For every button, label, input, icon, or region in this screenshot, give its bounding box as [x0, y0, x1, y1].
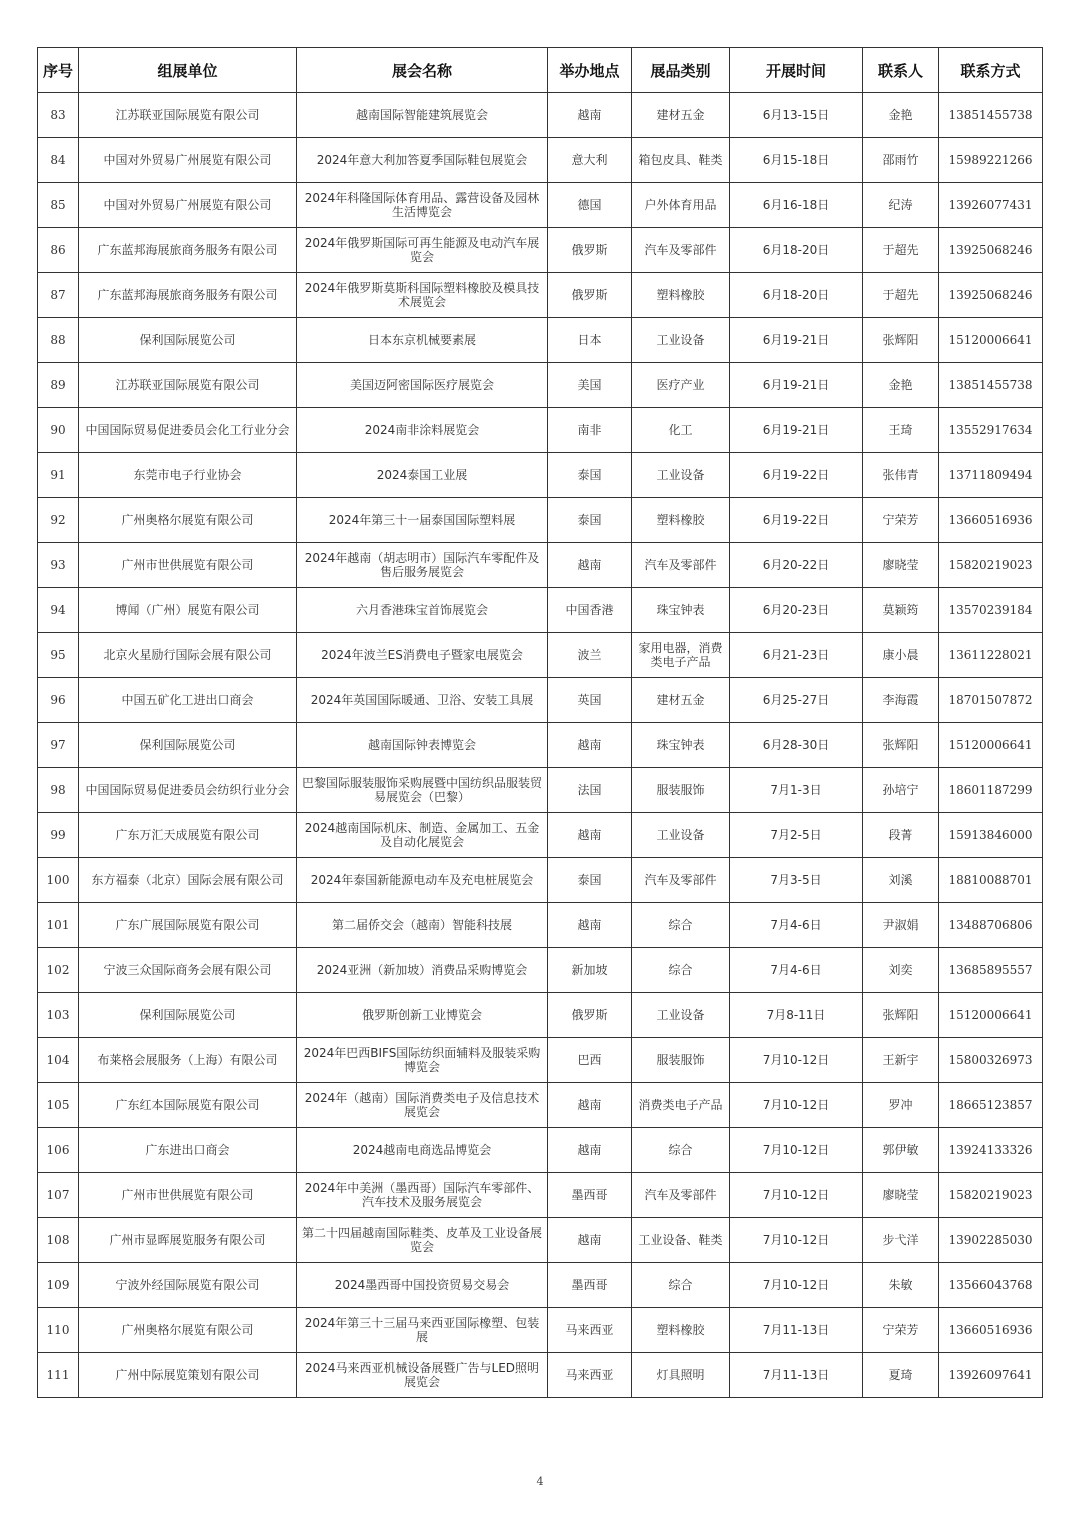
location-cell: 俄罗斯 — [548, 993, 632, 1038]
phone-cell: 18665123857 — [939, 1083, 1043, 1128]
category-cell: 综合 — [632, 903, 730, 948]
location-cell: 泰国 — [548, 858, 632, 903]
contact-cell: 李海霞 — [863, 678, 939, 723]
date-cell: 7月11-13日 — [730, 1353, 863, 1398]
category-cell: 服装服饰 — [632, 768, 730, 813]
location-cell: 墨西哥 — [548, 1263, 632, 1308]
table-row — [38, 1083, 1043, 1128]
table-row — [38, 1173, 1043, 1218]
exhibition-name-cell: 越南国际智能建筑展览会 — [297, 93, 548, 138]
header-organizer: 组展单位 — [79, 48, 297, 93]
contact-cell: 康小晨 — [863, 633, 939, 678]
table-row — [38, 723, 1043, 768]
index-cell: 92 — [38, 498, 79, 543]
organizer-cell: 布莱格会展服务（上海）有限公司 — [79, 1038, 297, 1083]
phone-cell: 13611228021 — [939, 633, 1043, 678]
contact-cell: 纪涛 — [863, 183, 939, 228]
index-cell: 99 — [38, 813, 79, 858]
exhibition-name-cell: 越南国际钟表博览会 — [297, 723, 548, 768]
category-cell: 汽车及零部件 — [632, 1173, 730, 1218]
exhibition-name-cell: 2024年俄罗斯国际可再生能源及电动汽车展览会 — [297, 228, 548, 273]
location-cell: 美国 — [548, 363, 632, 408]
index-cell: 106 — [38, 1128, 79, 1173]
organizer-cell: 广州市世供展览有限公司 — [79, 543, 297, 588]
exhibition-name-cell: 2024南非涂料展览会 — [297, 408, 548, 453]
table-body — [38, 93, 1043, 1398]
category-cell: 灯具照明 — [632, 1353, 730, 1398]
location-cell: 日本 — [548, 318, 632, 363]
index-cell: 96 — [38, 678, 79, 723]
contact-cell: 张辉阳 — [863, 318, 939, 363]
organizer-cell: 中国五矿化工进出口商会 — [79, 678, 297, 723]
table-row — [38, 993, 1043, 1038]
phone-cell: 18701507872 — [939, 678, 1043, 723]
exhibition-name-cell: 2024墨西哥中国投资贸易交易会 — [297, 1263, 548, 1308]
phone-cell: 13570239184 — [939, 588, 1043, 633]
date-cell: 7月4-6日 — [730, 948, 863, 993]
category-cell: 汽车及零部件 — [632, 858, 730, 903]
phone-cell: 15989221266 — [939, 138, 1043, 183]
table-row — [38, 183, 1043, 228]
category-cell: 建材五金 — [632, 93, 730, 138]
phone-cell: 13566043768 — [939, 1263, 1043, 1308]
category-cell: 塑料橡胶 — [632, 498, 730, 543]
organizer-cell: 广州市世供展览有限公司 — [79, 1173, 297, 1218]
contact-cell: 廖晓莹 — [863, 543, 939, 588]
date-cell: 6月19-22日 — [730, 498, 863, 543]
organizer-cell: 保利国际展览公司 — [79, 993, 297, 1038]
phone-cell: 15913846000 — [939, 813, 1043, 858]
index-cell: 87 — [38, 273, 79, 318]
index-cell: 84 — [38, 138, 79, 183]
category-cell: 户外体育用品 — [632, 183, 730, 228]
contact-cell: 金艳 — [863, 363, 939, 408]
location-cell: 南非 — [548, 408, 632, 453]
index-cell: 91 — [38, 453, 79, 498]
organizer-cell: 中国对外贸易广州展览有限公司 — [79, 138, 297, 183]
date-cell: 6月28-30日 — [730, 723, 863, 768]
exhibition-name-cell: 2024年中美洲（墨西哥）国际汽车零部件、汽车技术及服务展览会 — [297, 1173, 548, 1218]
contact-cell: 于超先 — [863, 273, 939, 318]
category-cell: 工业设备 — [632, 813, 730, 858]
date-cell: 7月2-5日 — [730, 813, 863, 858]
date-cell: 7月10-12日 — [730, 1038, 863, 1083]
location-cell: 俄罗斯 — [548, 273, 632, 318]
phone-cell: 13660516936 — [939, 1308, 1043, 1353]
category-cell: 综合 — [632, 1128, 730, 1173]
organizer-cell: 宁波三众国际商务会展有限公司 — [79, 948, 297, 993]
table-row — [38, 1308, 1043, 1353]
organizer-cell: 宁波外经国际展览有限公司 — [79, 1263, 297, 1308]
date-cell: 6月20-23日 — [730, 588, 863, 633]
date-cell: 6月18-20日 — [730, 228, 863, 273]
category-cell: 家用电器，消费类电子产品 — [632, 633, 730, 678]
index-cell: 103 — [38, 993, 79, 1038]
table-row — [38, 858, 1043, 903]
index-cell: 93 — [38, 543, 79, 588]
date-cell: 7月3-5日 — [730, 858, 863, 903]
date-cell: 7月11-13日 — [730, 1308, 863, 1353]
table-row — [38, 408, 1043, 453]
exhibition-name-cell: 俄罗斯创新工业博览会 — [297, 993, 548, 1038]
header-contact: 联系人 — [863, 48, 939, 93]
location-cell: 英国 — [548, 678, 632, 723]
exhibition-name-cell: 2024年俄罗斯莫斯科国际塑料橡胶及模具技术展览会 — [297, 273, 548, 318]
contact-cell: 廖晓莹 — [863, 1173, 939, 1218]
date-cell: 6月13-15日 — [730, 93, 863, 138]
location-cell: 法国 — [548, 768, 632, 813]
exhibition-name-cell: 2024年科隆国际体育用品、露营设备及园林生活博览会 — [297, 183, 548, 228]
exhibition-name-cell: 2024年泰国新能源电动车及充电桩展览会 — [297, 858, 548, 903]
phone-cell: 15120006641 — [939, 318, 1043, 363]
location-cell: 中国香港 — [548, 588, 632, 633]
index-cell: 108 — [38, 1218, 79, 1263]
exhibition-name-cell: 2024越南电商选品博览会 — [297, 1128, 548, 1173]
index-cell: 111 — [38, 1353, 79, 1398]
location-cell: 越南 — [548, 1128, 632, 1173]
phone-cell: 13902285030 — [939, 1218, 1043, 1263]
table-row — [38, 1353, 1043, 1398]
contact-cell: 孙培宁 — [863, 768, 939, 813]
category-cell: 汽车及零部件 — [632, 543, 730, 588]
location-cell: 马来西亚 — [548, 1353, 632, 1398]
exhibition-name-cell: 巴黎国际服装服饰采购展暨中国纺织品服装贸易展览会（巴黎） — [297, 768, 548, 813]
phone-cell: 13924133326 — [939, 1128, 1043, 1173]
table-row — [38, 498, 1043, 543]
index-cell: 85 — [38, 183, 79, 228]
date-cell: 7月1-3日 — [730, 768, 863, 813]
category-cell: 综合 — [632, 1263, 730, 1308]
exhibition-name-cell: 2024年（越南）国际消费类电子及信息技术展览会 — [297, 1083, 548, 1128]
phone-cell: 15800326973 — [939, 1038, 1043, 1083]
location-cell: 马来西亚 — [548, 1308, 632, 1353]
organizer-cell: 广州奥格尔展览有限公司 — [79, 498, 297, 543]
exhibition-name-cell: 2024年巴西BIFS国际纺织面辅料及服装采购博览会 — [297, 1038, 548, 1083]
exhibition-name-cell: 日本东京机械要素展 — [297, 318, 548, 363]
exhibition-name-cell: 美国迈阿密国际医疗展览会 — [297, 363, 548, 408]
table-row — [38, 273, 1043, 318]
exhibition-name-cell: 2024年英国国际暖通、卫浴、安装工具展 — [297, 678, 548, 723]
category-cell: 工业设备 — [632, 453, 730, 498]
table-row — [38, 678, 1043, 723]
exhibition-name-cell: 2024年意大利加答夏季国际鞋包展览会 — [297, 138, 548, 183]
date-cell: 7月4-6日 — [730, 903, 863, 948]
header-index: 序号 — [38, 48, 79, 93]
index-cell: 89 — [38, 363, 79, 408]
date-cell: 6月16-18日 — [730, 183, 863, 228]
organizer-cell: 保利国际展览公司 — [79, 318, 297, 363]
organizer-cell: 广州奥格尔展览有限公司 — [79, 1308, 297, 1353]
table-row — [38, 138, 1043, 183]
header-date: 开展时间 — [730, 48, 863, 93]
index-cell: 107 — [38, 1173, 79, 1218]
location-cell: 越南 — [548, 723, 632, 768]
contact-cell: 宁荣芳 — [863, 498, 939, 543]
exhibition-name-cell: 2024年第三十三届马来西亚国际橡塑、包装展 — [297, 1308, 548, 1353]
contact-cell: 金艳 — [863, 93, 939, 138]
table-row — [38, 813, 1043, 858]
location-cell: 俄罗斯 — [548, 228, 632, 273]
contact-cell: 张辉阳 — [863, 993, 939, 1038]
exhibition-name-cell: 第二十四届越南国际鞋类、皮革及工业设备展览会 — [297, 1218, 548, 1263]
phone-cell: 13552917634 — [939, 408, 1043, 453]
date-cell: 6月21-23日 — [730, 633, 863, 678]
table-row — [38, 768, 1043, 813]
table-row — [38, 543, 1043, 588]
index-cell: 83 — [38, 93, 79, 138]
category-cell: 箱包皮具、鞋类 — [632, 138, 730, 183]
phone-cell: 13685895557 — [939, 948, 1043, 993]
date-cell: 7月10-12日 — [730, 1173, 863, 1218]
table-row — [38, 903, 1043, 948]
location-cell: 越南 — [548, 903, 632, 948]
date-cell: 6月20-22日 — [730, 543, 863, 588]
index-cell: 110 — [38, 1308, 79, 1353]
organizer-cell: 广东红本国际展览有限公司 — [79, 1083, 297, 1128]
location-cell: 泰国 — [548, 453, 632, 498]
organizer-cell: 中国国际贸易促进委员会化工行业分会 — [79, 408, 297, 453]
phone-cell: 15820219023 — [939, 1173, 1043, 1218]
table-row — [38, 453, 1043, 498]
index-cell: 100 — [38, 858, 79, 903]
contact-cell: 刘奕 — [863, 948, 939, 993]
table-row — [38, 228, 1043, 273]
table-row — [38, 948, 1043, 993]
header-phone: 联系方式 — [939, 48, 1043, 93]
index-cell: 90 — [38, 408, 79, 453]
index-cell: 95 — [38, 633, 79, 678]
location-cell: 越南 — [548, 543, 632, 588]
category-cell: 医疗产业 — [632, 363, 730, 408]
contact-cell: 郭伊敏 — [863, 1128, 939, 1173]
phone-cell: 13925068246 — [939, 273, 1043, 318]
contact-cell: 王琦 — [863, 408, 939, 453]
index-cell: 97 — [38, 723, 79, 768]
exhibition-name-cell: 2024越南国际机床、制造、金属加工、五金及自动化展览会 — [297, 813, 548, 858]
category-cell: 消费类电子产品 — [632, 1083, 730, 1128]
date-cell: 6月19-21日 — [730, 318, 863, 363]
index-cell: 86 — [38, 228, 79, 273]
date-cell: 6月25-27日 — [730, 678, 863, 723]
category-cell: 塑料橡胶 — [632, 273, 730, 318]
phone-cell: 18810088701 — [939, 858, 1043, 903]
organizer-cell: 广东万汇天成展览有限公司 — [79, 813, 297, 858]
organizer-cell: 江苏联亚国际展览有限公司 — [79, 93, 297, 138]
location-cell: 越南 — [548, 813, 632, 858]
contact-cell: 段菁 — [863, 813, 939, 858]
organizer-cell: 广东蓝邦海展旅商务服务有限公司 — [79, 273, 297, 318]
date-cell: 6月19-21日 — [730, 363, 863, 408]
category-cell: 塑料橡胶 — [632, 1308, 730, 1353]
contact-cell: 莫颖筠 — [863, 588, 939, 633]
index-cell: 98 — [38, 768, 79, 813]
organizer-cell: 江苏联亚国际展览有限公司 — [79, 363, 297, 408]
organizer-cell: 北京火星励行国际会展有限公司 — [79, 633, 297, 678]
phone-cell: 15120006641 — [939, 723, 1043, 768]
page-number: 4 — [536, 1475, 544, 1488]
category-cell: 建材五金 — [632, 678, 730, 723]
date-cell: 6月15-18日 — [730, 138, 863, 183]
table-row — [38, 1038, 1043, 1083]
contact-cell: 于超先 — [863, 228, 939, 273]
organizer-cell: 广州中际展览策划有限公司 — [79, 1353, 297, 1398]
organizer-cell: 东莞市电子行业协会 — [79, 453, 297, 498]
date-cell: 7月10-12日 — [730, 1263, 863, 1308]
organizer-cell: 广东进出口商会 — [79, 1128, 297, 1173]
contact-cell: 王新宇 — [863, 1038, 939, 1083]
table-row — [38, 363, 1043, 408]
location-cell: 德国 — [548, 183, 632, 228]
table-row — [38, 1263, 1043, 1308]
contact-cell: 宁荣芳 — [863, 1308, 939, 1353]
date-cell: 7月8-11日 — [730, 993, 863, 1038]
table-row — [38, 318, 1043, 363]
organizer-cell: 博闻（广州）展览有限公司 — [79, 588, 297, 633]
exhibition-table — [37, 47, 1043, 1398]
category-cell: 综合 — [632, 948, 730, 993]
contact-cell: 步弋洋 — [863, 1218, 939, 1263]
phone-cell: 13711809494 — [939, 453, 1043, 498]
exhibition-name-cell: 六月香港珠宝首饰展览会 — [297, 588, 548, 633]
phone-cell: 13851455738 — [939, 363, 1043, 408]
exhibition-name-cell: 2024亚洲（新加坡）消费品采购博览会 — [297, 948, 548, 993]
category-cell: 珠宝钟表 — [632, 588, 730, 633]
date-cell: 6月18-20日 — [730, 273, 863, 318]
date-cell: 7月10-12日 — [730, 1218, 863, 1263]
exhibition-name-cell: 2024马来西亚机械设备展暨广告与LED照明展览会 — [297, 1353, 548, 1398]
phone-cell: 18601187299 — [939, 768, 1043, 813]
exhibition-name-cell: 2024年第三十一届泰国国际塑料展 — [297, 498, 548, 543]
exhibition-name-cell: 2024泰国工业展 — [297, 453, 548, 498]
phone-cell: 15120006641 — [939, 993, 1043, 1038]
category-cell: 服装服饰 — [632, 1038, 730, 1083]
location-cell: 越南 — [548, 1083, 632, 1128]
location-cell: 新加坡 — [548, 948, 632, 993]
organizer-cell: 广东广展国际展览有限公司 — [79, 903, 297, 948]
phone-cell: 13926077431 — [939, 183, 1043, 228]
organizer-cell: 中国国际贸易促进委员会纺织行业分会 — [79, 768, 297, 813]
index-cell: 101 — [38, 903, 79, 948]
date-cell: 7月10-12日 — [730, 1083, 863, 1128]
header-category: 展品类别 — [632, 48, 730, 93]
table-row — [38, 633, 1043, 678]
exhibition-name-cell: 2024年越南（胡志明市）国际汽车零配件及售后服务展览会 — [297, 543, 548, 588]
index-cell: 88 — [38, 318, 79, 363]
contact-cell: 尹淑娟 — [863, 903, 939, 948]
index-cell: 109 — [38, 1263, 79, 1308]
contact-cell: 刘溪 — [863, 858, 939, 903]
category-cell: 工业设备 — [632, 993, 730, 1038]
exhibition-name-cell: 第二届侨交会（越南）智能科技展 — [297, 903, 548, 948]
contact-cell: 张伟青 — [863, 453, 939, 498]
table-row — [38, 588, 1043, 633]
location-cell: 意大利 — [548, 138, 632, 183]
contact-cell: 张辉阳 — [863, 723, 939, 768]
contact-cell: 朱敏 — [863, 1263, 939, 1308]
header-row — [38, 48, 1043, 93]
index-cell: 104 — [38, 1038, 79, 1083]
contact-cell: 邵雨竹 — [863, 138, 939, 183]
phone-cell: 13925068246 — [939, 228, 1043, 273]
phone-cell: 13660516936 — [939, 498, 1043, 543]
category-cell: 汽车及零部件 — [632, 228, 730, 273]
header-location: 举办地点 — [548, 48, 632, 93]
category-cell: 化工 — [632, 408, 730, 453]
contact-cell: 夏琦 — [863, 1353, 939, 1398]
category-cell: 工业设备、鞋类 — [632, 1218, 730, 1263]
date-cell: 6月19-21日 — [730, 408, 863, 453]
organizer-cell: 东方福泰（北京）国际会展有限公司 — [79, 858, 297, 903]
contact-cell: 罗冲 — [863, 1083, 939, 1128]
table-row — [38, 93, 1043, 138]
location-cell: 泰国 — [548, 498, 632, 543]
index-cell: 94 — [38, 588, 79, 633]
exhibition-name-cell: 2024年波兰ES消费电子暨家电展览会 — [297, 633, 548, 678]
location-cell: 波兰 — [548, 633, 632, 678]
phone-cell: 13851455738 — [939, 93, 1043, 138]
index-cell: 102 — [38, 948, 79, 993]
category-cell: 珠宝钟表 — [632, 723, 730, 768]
phone-cell: 15820219023 — [939, 543, 1043, 588]
header-exhibition-name: 展会名称 — [297, 48, 548, 93]
organizer-cell: 广东蓝邦海展旅商务服务有限公司 — [79, 228, 297, 273]
table-row — [38, 1218, 1043, 1263]
organizer-cell: 保利国际展览公司 — [79, 723, 297, 768]
date-cell: 6月19-22日 — [730, 453, 863, 498]
organizer-cell: 广州市显晖展览服务有限公司 — [79, 1218, 297, 1263]
category-cell: 工业设备 — [632, 318, 730, 363]
location-cell: 巴西 — [548, 1038, 632, 1083]
location-cell: 越南 — [548, 1218, 632, 1263]
location-cell: 越南 — [548, 93, 632, 138]
table-row — [38, 1128, 1043, 1173]
phone-cell: 13488706806 — [939, 903, 1043, 948]
index-cell: 105 — [38, 1083, 79, 1128]
date-cell: 7月10-12日 — [730, 1128, 863, 1173]
location-cell: 墨西哥 — [548, 1173, 632, 1218]
organizer-cell: 中国对外贸易广州展览有限公司 — [79, 183, 297, 228]
phone-cell: 13926097641 — [939, 1353, 1043, 1398]
